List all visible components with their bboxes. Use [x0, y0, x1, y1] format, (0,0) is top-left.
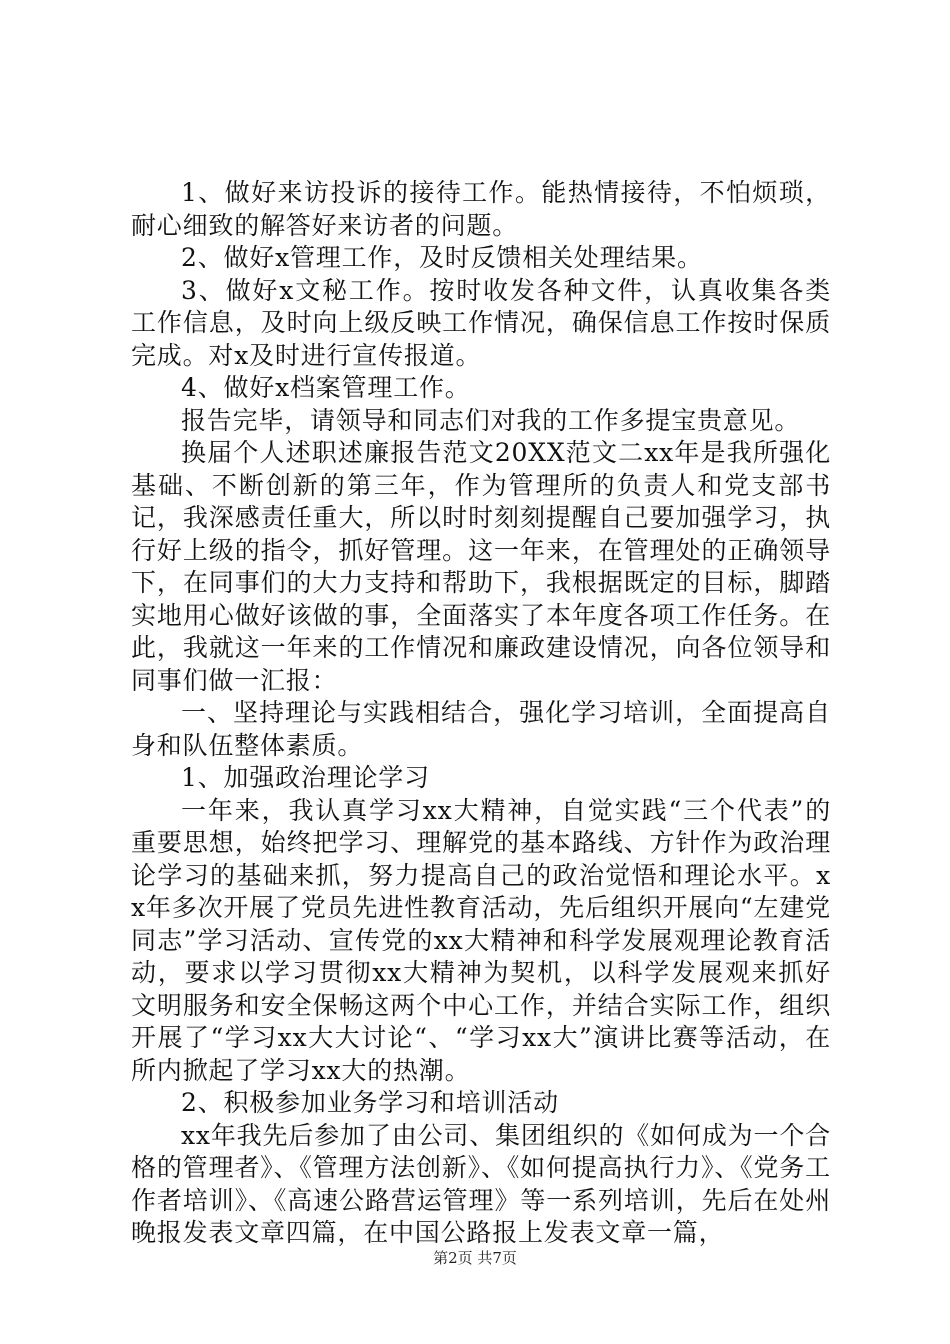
- page-footer: [0, 1248, 950, 1268]
- paragraph-4: 4、做好x档案管理工作。: [181, 373, 471, 402]
- document-body: [131, 177, 831, 1250]
- paragraph-7: 一、坚持理论与实践相结合，强化学习培训，全面提高自身和队伍整体素质。: [131, 698, 831, 760]
- paragraph-11: xx年我先后参加了由公司、集团组织的《如何成为一个合格的管理者》、《管理方法创新》、《如何提高执行力》、《党务工作者培训》、《高速公路营运管理》等一系列培训，先后在处州晚报发表文章四篇，在中国公路报上发表文章一篇，: [131, 1120, 831, 1247]
- paragraph-8: 1、加强政治理论学习: [181, 763, 430, 792]
- paragraph-2: 2、做好x管理工作，及时反馈相关处理结果。: [181, 243, 703, 272]
- paragraph-5: 报告完毕，请领导和同志们对我的工作多提宝贵意见。: [181, 405, 801, 435]
- paragraph-10: 2、积极参加业务学习和培训活动: [181, 1088, 559, 1117]
- page-number-label: 第2页 共7页: [433, 1249, 517, 1267]
- paragraph-9: 一年来，我认真学习xx大精神，自觉实践“三个代表”的重要思想，始终把学习、理解党的基本路线、方针作为政治理论学习的基础来抓，努力提高自己的政治觉悟和理论水平。xx年多次开展了党员先进性教育活动，先后组织开展向“左建党同志”学习活动、宣传党的xx大精神和科学发展观理论教育活动，要求以学习贯彻xx大精神为契机，以科学发展观来抓好文明服务和安全保畅这两个中心工作，并结合实际工作，组织开展了“学习xx大大讨论“、“学习xx大”演讲比赛等活动，在所内掀起了学习xx大的热潮。: [131, 795, 831, 1085]
- paragraph-6: 换届个人述职述廉报告范文20XX范文二xx年是我所强化基础、不断创新的第三年，作为管理所的负责人和党支部书记，我深感责任重大，所以时时刻刻提醒自己要加强学习，执行好上级的指令，抓好管理。这一年来，在管理处的正确领导下，在同事们的大力支持和帮助下，我根据既定的目标，脚踏实地用心做好该做的事，全面落实了本年度各项工作任务。在此，我就这一年来的工作情况和廉政建设情况，向各位领导和同事们做一汇报：: [131, 438, 831, 695]
- paragraph-3: 3、做好x文秘工作。按时收发各种文件，认真收集各类工作信息，及时向上级反映工作情况，确保信息工作按时保质完成。对x及时进行宣传报道。: [131, 275, 831, 370]
- paragraph-1: 1、做好来访投诉的接待工作。能热情接待，不怕烦琐，耐心细致的解答好来访者的问题。: [131, 178, 831, 240]
